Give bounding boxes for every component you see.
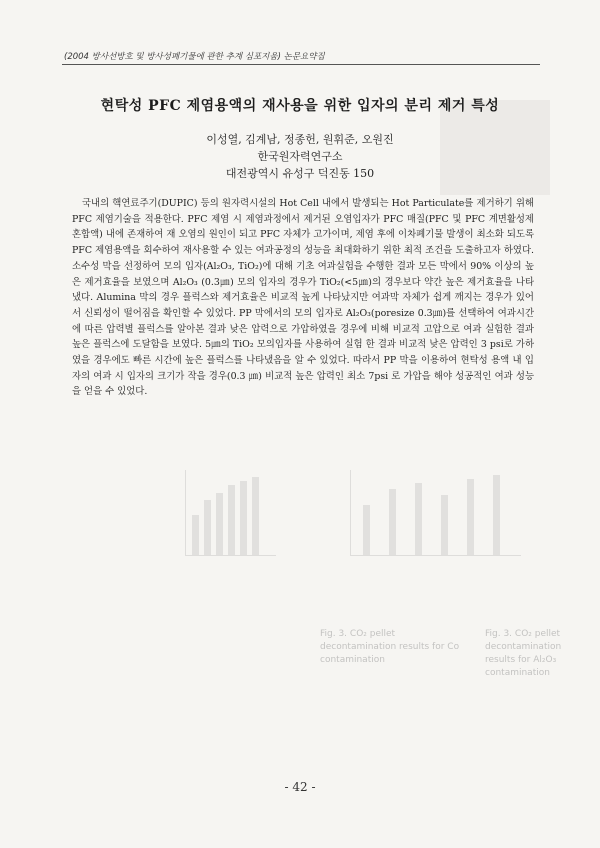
bleed-through-caption-left: Fig. 3. CO₂ pellet decontamination results for Al₂O₃ contamination [485,629,562,678]
bleed-through-caption-mid: Fig. 3. CO₂ pellet decontamination results for Co contamination [320,629,460,665]
abstract-body [72,196,534,400]
paper-authors: 이성열, 김계남, 정종헌, 원휘준, 오원진 [206,133,394,146]
paper-affiliation: 한국원자력연구소 [257,150,343,163]
bleed-through-chart-left [185,470,276,556]
running-header: (2004 방사선방호 및 방사성폐기물에 관한 추계 심포지움) 논문요약집 [64,52,325,62]
paper-title: 현탁성 PFC 제염용액의 재사용을 위한 입자의 분리 제거 특성 [100,98,500,114]
paper-address: 대전광역시 유성구 덕진동 150 [225,167,375,180]
abstract-paragraph: 국내의 핵연료주기(DUPIC) 등의 원자력시설의 Hot Cell 내에서 발생되는 Hot Particulate를 제거하기 위해 PFC 제염기술을 적용한다. PFC 제염 시 제염과정에서 제거된 오염입자가 PFC 매질(PFC 및 PFC 계면활성제 혼합액) 내에 존재하여 재 오염의 원인이 되고 PFC 자체가 고가이며, 제염 후에 이차폐기물 발생이 최소화 되도록 PFC 제염용액을 회수하여 재사용할 수 있는 여과공정의 성능을 최대화하기 위한 최적 조건을 도출하고자 하였다. 소수성 막을 선정하여 모의 입자(Al₂O₃, TiO₂)에 대해 기초 여과실험을 수행한 결과 모든 막에서 90% 이상의 높은 제거효율을 보였으며 Al₂O₃ (0.3㎛) 모의 입자의 경우가 TiO₂(<5㎛)의 경우보다 약간 높은 제거효율을 나타냈다. Alumina 막의 경우 플럭스와 제거효율은 비교적 높게 나타났지만 여과막 자체가 쉽게 깨지는 경우가 있어서 신뢰성이 떨어짐을 확인할 수 있었다. PP 막에서의 모의 입자로 Al₂O₃(poresize 0.3㎛)를 선택하여 여과시간에 따른 압력별 플럭스를 알아본 결과 낮은 압력으로 가압하였을 경우에 비해 비교적 고압으로 여과 실험한 결과 높은 플럭스에 도달함을 보였다. 5㎛의 TiO₂ 모의입자를 사용하여 실험 한 결과 비교적 낮은 압력인 3 psi로 가하였을 경우에도 빠른 시간에 높은 플럭스를 나타냈음을 알 수 있었다. 따라서 PP 막을 이용하여 현탁성 용액 내 입자의 여과 시 입자의 크기가 작을 경우(0.3 ㎛) 비교적 높은 압력인 최소 7psi 로 가압을 해야 성공적인 여과 성능을 얻을 수 있었다. [72,198,534,398]
page-number: - 42 - [284,780,316,794]
header-divider [62,64,540,65]
bleed-through-chart-right [350,470,521,556]
